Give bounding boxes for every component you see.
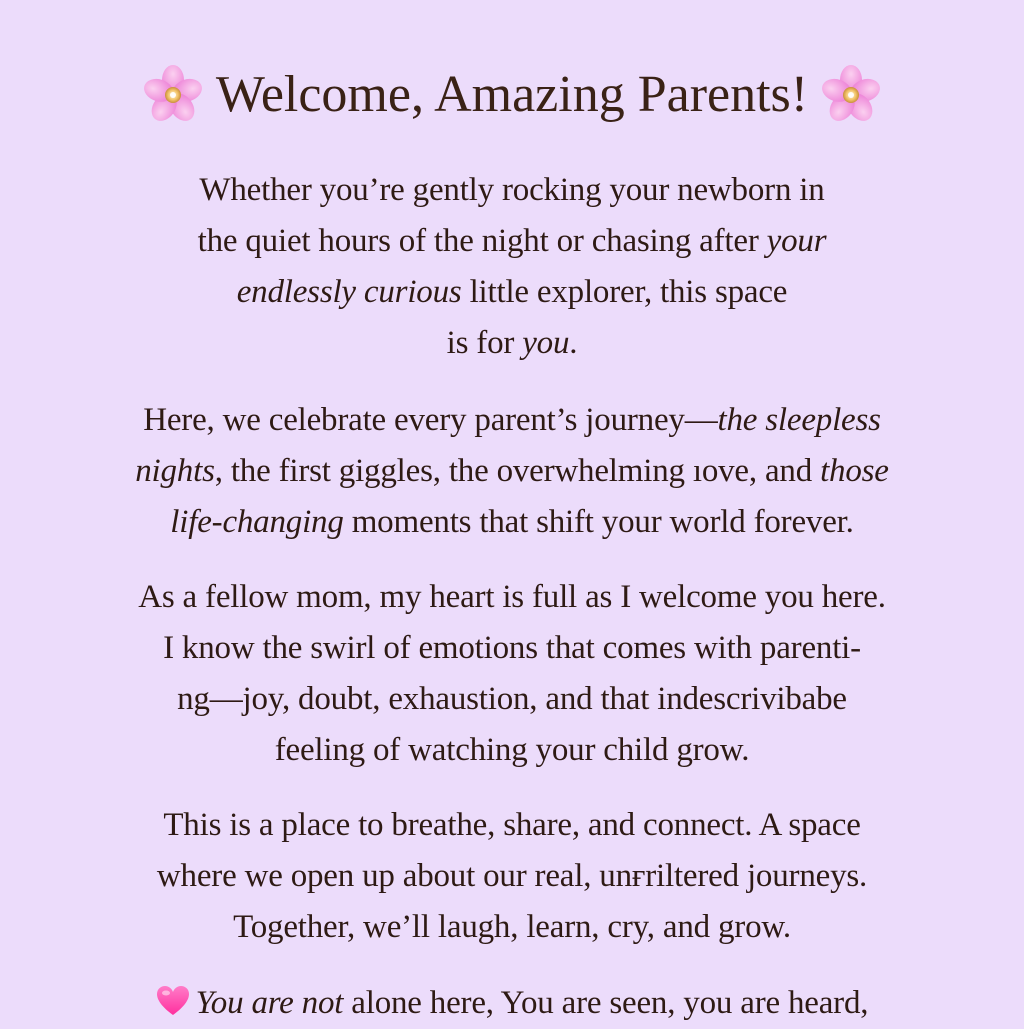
cherry-blossom-icon xyxy=(820,64,882,126)
cherry-blossom-icon xyxy=(142,64,204,126)
heart-icon xyxy=(156,985,190,1017)
text-line: This is a place to breathe, share, and connect. A space xyxy=(163,807,861,843)
text-line xyxy=(0,318,1024,369)
italic-text: your xyxy=(766,223,827,259)
text-line: feeling of watching your child grow. xyxy=(274,732,750,768)
text-line xyxy=(0,395,1024,446)
celebrate-paragraph xyxy=(0,395,1024,548)
text-line xyxy=(0,446,1024,497)
text-span: the quiet hours of the night or chasing after xyxy=(197,223,767,259)
text-line xyxy=(0,216,1024,267)
italic-text: you xyxy=(522,325,570,361)
page-title-row xyxy=(0,60,1024,130)
text-line: where we open up about our real, unғriltered journeys. xyxy=(156,858,868,894)
text-span: Here, we celebrate every parent’s journey— xyxy=(143,402,718,438)
text-line xyxy=(0,165,1024,216)
text-line: I know the swirl of emotions that comes with parenti- xyxy=(163,630,861,666)
italic-text: You are not xyxy=(195,985,344,1021)
text-line: ng—joy, doubt, exhaustion, and that indescrivibabe xyxy=(177,681,847,717)
text-span: Whether you’re gently rocking your newborn in xyxy=(199,172,825,208)
italic-text: endlessly curious xyxy=(236,274,462,310)
text-line xyxy=(0,978,1024,1029)
page-title: Welcome, Amazing Parents! xyxy=(215,66,809,123)
text-span: is for xyxy=(446,325,523,361)
italic-text: nights xyxy=(135,453,215,489)
intro-paragraph xyxy=(0,165,1024,369)
text-line xyxy=(0,497,1024,548)
text-line: As a fellow mom, my heart is full as I welcome you here. xyxy=(138,579,886,615)
text-span: , the first giggles, the overwhelming ıove, and xyxy=(214,453,821,489)
fellow-mom-paragraph xyxy=(0,572,1024,776)
connect-paragraph xyxy=(0,800,1024,953)
italic-text: the sleepless xyxy=(717,402,881,438)
text-line xyxy=(0,267,1024,318)
not-alone-paragraph xyxy=(0,978,1024,1029)
text-span: . xyxy=(569,325,578,361)
text-span: moments that shift your world forever. xyxy=(343,504,854,540)
italic-text: those xyxy=(820,453,889,489)
italic-text: life-changing xyxy=(170,504,344,540)
text-span: alone here, You are seen, you are heard, xyxy=(343,985,869,1021)
text-span: little explorer, this space xyxy=(461,274,788,310)
text-line: Together, we’ll laugh, learn, cry, and grow. xyxy=(233,909,791,945)
